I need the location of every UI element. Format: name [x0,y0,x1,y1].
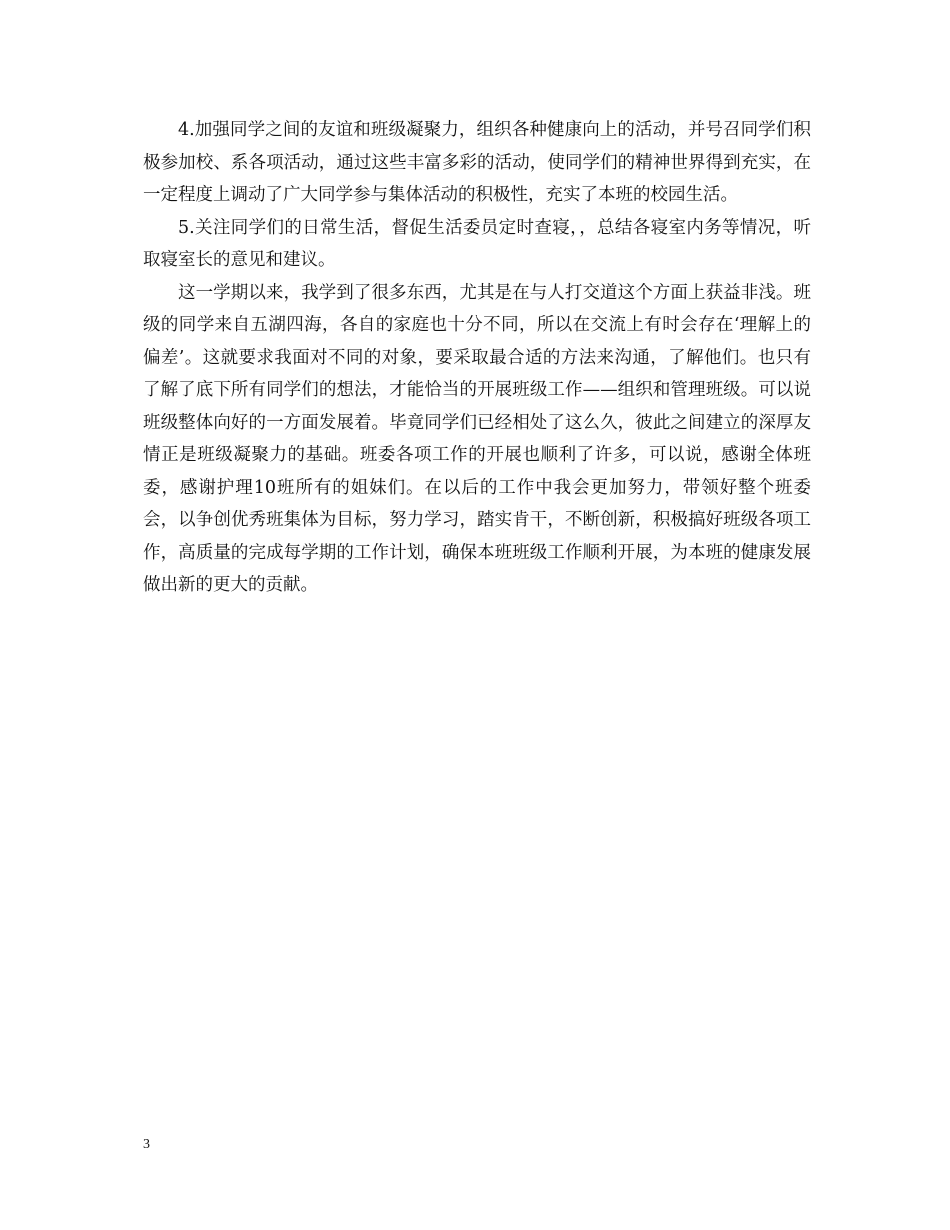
document-body [143,114,811,602]
paragraph-item-5: 5.关注同学们的日常生活，督促生活委员定时查寝，，总结各寝室内务等情况，听取寝室长的意见和建议。 [143,217,811,270]
paragraph-item-4: 4.加强同学之间的友谊和班级凝聚力，组织各种健康向上的活动，并号召同学们积极参加校、系各项活动，通过这些丰富多彩的活动，使同学们的精神世界得到充实，在一定程度上调动了广大同学参与集体活动的积极性，充实了本班的校园生活。 [143,120,811,205]
paragraph-summary: 这一学期以来，我学到了很多东西，尤其是在与人打交道这个方面上获益非浅。班级的同学来自五湖四海，各自的家庭也十分不同，所以在交流上有时会存在‘理解上的偏差’。这就要求我面对不同的对象，要采取最合适的方法来沟通，了解他们。也只有了解了底下所有同学们的想法，才能恰当的开展班级工作——组织和管理班级。可以说班级整体向好的一方面发展着。毕竟同学们已经相处了这么久，彼此之间建立的深厚友情正是班级凝聚力的基础。班委各项工作的开展也顺利了许多，可以说，感谢全体班委，感谢护理10班所有的姐妹们。在以后的工作中我会更加努力，带领好整个班委会，以争创优秀班集体为目标，努力学习，踏实肯干，不断创新，积极搞好班级各项工作，高质量的完成每学期的工作计划，确保本班班级工作顺利开展，为本班的健康发展做出新的更大的贡献。 [143,282,811,595]
page-number: 3 [143,1137,150,1152]
